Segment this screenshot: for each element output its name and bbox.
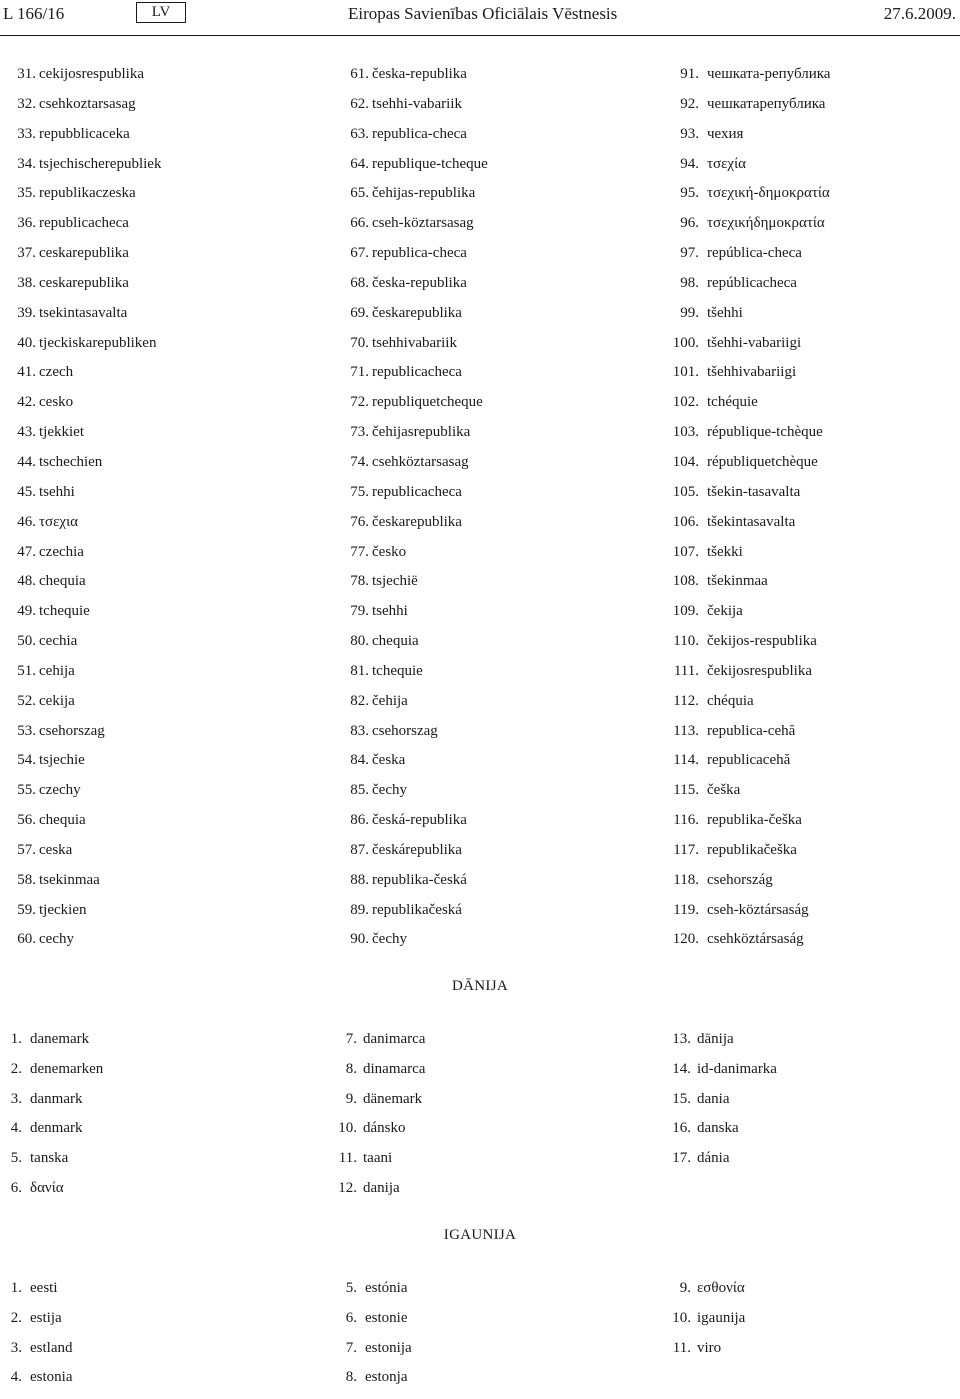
item-number: 96.: [680, 215, 699, 232]
item-term: cechy: [39, 931, 74, 948]
item-number: 1.: [10, 1280, 22, 1296]
item-term: tšekintasavalta: [707, 513, 796, 530]
item-number: 101.: [672, 364, 699, 381]
item-number: 119.: [673, 901, 699, 918]
item-number: 112.: [673, 692, 699, 709]
item-term: dania: [697, 1090, 730, 1107]
item-number: 75.: [350, 483, 369, 500]
item-number: 117.: [673, 841, 699, 858]
item-term: dänemark: [363, 1090, 423, 1107]
item-number: 40.: [17, 334, 36, 351]
item-term: tchéquie: [707, 394, 758, 411]
item-term: estland: [30, 1339, 73, 1356]
item-number: 44.: [17, 453, 36, 470]
item-number: 32.: [17, 95, 36, 112]
item-term: repúblicacheca: [707, 274, 797, 291]
item-term: republicacheca: [39, 215, 129, 232]
item-number: 92.: [680, 95, 699, 112]
item-term: csehország: [707, 871, 773, 888]
item-number: 85.: [350, 782, 369, 799]
item-number: 46.: [17, 513, 36, 530]
item-number: 59.: [17, 901, 36, 918]
item-term: cekijosrespublika: [39, 66, 144, 82]
item-number: 45.: [17, 483, 36, 500]
item-number: 72.: [350, 394, 369, 411]
item-term: chequia: [372, 633, 419, 650]
item-number: 118.: [673, 871, 699, 888]
item-number: 115.: [673, 782, 699, 799]
item-term: českárepublika: [372, 841, 462, 858]
item-number: 63.: [350, 125, 369, 142]
item-number: 12.: [338, 1179, 357, 1196]
item-number: 70.: [350, 334, 369, 351]
item-term: czechia: [39, 543, 84, 560]
item-term: čekijos-respublika: [707, 633, 817, 650]
item-number: 9.: [679, 1280, 691, 1296]
item-term: chéquia: [707, 692, 754, 709]
item-term: tsjechie: [39, 752, 85, 769]
item-number: 78.: [350, 573, 369, 590]
item-term: czech: [39, 364, 74, 381]
item-number: 103.: [672, 424, 699, 441]
item-number: 98.: [680, 274, 699, 291]
item-number: 90.: [350, 931, 369, 948]
item-number: 2.: [10, 1309, 22, 1326]
item-number: 64.: [350, 155, 369, 172]
item-term: repubblicaceka: [39, 125, 130, 142]
item-term: českarepublika: [372, 513, 462, 530]
item-term: česko: [372, 543, 407, 560]
item-number: 7.: [345, 1339, 357, 1356]
item-number: 41.: [17, 364, 36, 381]
item-number: 5.: [10, 1150, 22, 1167]
item-term: tšehhi-vabariigi: [707, 334, 802, 351]
item-term: republikačeška: [707, 841, 797, 858]
item-number: 55.: [17, 782, 36, 799]
item-number: 4.: [10, 1369, 22, 1386]
item-term: tjeckiskarepubliken: [39, 334, 157, 351]
item-number: 77.: [350, 543, 369, 560]
item-number: 66.: [350, 215, 369, 232]
item-term: dánia: [697, 1150, 730, 1167]
item-number: 100.: [672, 334, 699, 351]
item-term: ceska: [39, 841, 73, 858]
item-term: dānija: [697, 1031, 734, 1047]
item-term: csehorszag: [39, 722, 105, 739]
item-term: tsekintasavalta: [39, 304, 128, 321]
item-number: 73.: [350, 424, 369, 441]
item-number: 17.: [672, 1150, 691, 1167]
item-number: 88.: [350, 871, 369, 888]
item-term: dinamarca: [363, 1060, 426, 1077]
item-number: 81.: [350, 662, 369, 679]
item-number: 120.: [672, 931, 699, 948]
item-number: 49.: [17, 603, 36, 620]
item-term: danska: [697, 1120, 739, 1137]
item-number: 2.: [10, 1060, 22, 1077]
item-number: 4.: [10, 1120, 22, 1137]
item-number: 84.: [350, 752, 369, 769]
item-number: 105.: [672, 483, 699, 500]
item-term: čehija: [372, 692, 408, 709]
item-number: 53.: [17, 722, 36, 739]
item-term: danemark: [30, 1031, 90, 1047]
item-term: igaunija: [697, 1309, 746, 1326]
item-number: 10.: [338, 1120, 357, 1137]
item-term: tsjechischerepubliek: [39, 155, 162, 172]
item-term: tšekki: [707, 543, 743, 560]
item-term: república-checa: [707, 245, 802, 262]
item-term: tsehhi: [39, 483, 75, 500]
item-number: 3.: [10, 1090, 22, 1107]
item-term: tšehhivabariigi: [707, 364, 797, 381]
item-term: tchequie: [39, 603, 90, 620]
item-term: estija: [30, 1309, 62, 1326]
journal-title: Eiropas Savienības Oficiālais Vēstnesis: [348, 4, 618, 23]
item-number: 13.: [672, 1031, 691, 1047]
item-number: 67.: [350, 245, 369, 262]
item-term: cekija: [39, 692, 75, 709]
item-term: česká-republika: [372, 812, 467, 829]
item-number: 74.: [350, 453, 369, 470]
item-term: чешката-република: [707, 66, 831, 82]
item-term: republicacheca: [372, 364, 462, 381]
item-number: 99.: [680, 304, 699, 321]
item-term: ceskarepublika: [39, 274, 129, 291]
item-term: δανία: [30, 1179, 64, 1196]
item-number: 109.: [672, 603, 699, 620]
section-heading-estonia: IGAUNIJA: [443, 1227, 517, 1243]
item-number: 16.: [672, 1120, 691, 1137]
item-term: tsjechië: [372, 573, 418, 590]
item-term: τσεχικήδημοκρατία: [707, 215, 825, 232]
item-term: tanska: [30, 1150, 69, 1167]
item-term: cechia: [39, 633, 78, 650]
item-term: republiquetcheque: [372, 394, 483, 411]
item-number: 116.: [673, 812, 699, 829]
item-number: 47.: [17, 543, 36, 560]
item-number: 106.: [672, 513, 699, 530]
item-number: 48.: [17, 573, 36, 590]
item-number: 76.: [350, 513, 369, 530]
item-number: 102.: [672, 394, 699, 411]
item-number: 61.: [350, 66, 369, 82]
item-term: cehija: [39, 662, 75, 679]
item-number: 97.: [680, 245, 699, 262]
item-term: tsehhi: [372, 603, 408, 620]
item-term: τσεχία: [707, 155, 746, 172]
item-term: danija: [363, 1179, 400, 1196]
item-number: 5.: [345, 1280, 357, 1296]
item-term: republika-češka: [707, 812, 802, 829]
item-number: 113.: [673, 722, 699, 739]
item-term: tchequie: [372, 662, 423, 679]
item-term: českarepublika: [372, 304, 462, 321]
item-term: csehorszag: [372, 722, 438, 739]
item-term: republica-cehă: [707, 722, 796, 739]
item-number: 35.: [17, 185, 36, 202]
item-term: csehkoztarsasag: [39, 95, 136, 112]
item-term: estonia: [30, 1369, 73, 1386]
item-number: 6.: [345, 1309, 357, 1326]
item-term: чехия: [707, 125, 744, 142]
item-term: tšekin-tasavalta: [707, 483, 801, 500]
item-term: czechy: [39, 782, 81, 799]
item-number: 34.: [17, 155, 36, 172]
item-term: republicacehă: [707, 752, 791, 769]
item-term: denemarken: [30, 1060, 104, 1077]
item-number: 38.: [17, 274, 36, 291]
item-number: 65.: [350, 185, 369, 202]
item-number: 8.: [345, 1369, 357, 1386]
item-term: estónia: [365, 1280, 408, 1296]
item-term: estonie: [365, 1309, 408, 1326]
item-term: denmark: [30, 1120, 83, 1137]
page-header: [0, 0, 960, 36]
language-badge: LV: [136, 2, 186, 23]
item-term: čekija: [707, 603, 743, 620]
item-number: 36.: [17, 215, 36, 232]
item-term: čechy: [372, 782, 407, 799]
item-number: 37.: [17, 245, 36, 262]
item-number: 11.: [672, 1339, 691, 1356]
item-number: 104.: [672, 453, 699, 470]
item-term: dánsko: [363, 1120, 406, 1137]
item-number: 60.: [17, 931, 36, 948]
item-term: tsekinmaa: [39, 871, 100, 888]
item-term: estonja: [365, 1369, 408, 1386]
item-number: 91.: [680, 66, 699, 82]
item-number: 9.: [345, 1090, 357, 1107]
item-term: république-tchèque: [707, 424, 823, 441]
item-number: 107.: [672, 543, 699, 560]
item-term: τσεχική-δημοκρατία: [707, 185, 830, 202]
item-number: 54.: [17, 752, 36, 769]
item-number: 50.: [17, 633, 36, 650]
item-term: čehijas-republika: [372, 185, 476, 202]
item-term: csehköztársaság: [707, 931, 804, 948]
item-term: taani: [363, 1150, 393, 1167]
item-number: 51.: [17, 662, 36, 679]
item-number: 11.: [338, 1150, 357, 1167]
item-number: 33.: [17, 125, 36, 142]
item-term: čekijosrespublika: [707, 662, 812, 679]
item-number: 79.: [350, 603, 369, 620]
item-number: 93.: [680, 125, 699, 142]
item-term: republicacheca: [372, 483, 462, 500]
item-term: viro: [697, 1339, 722, 1356]
item-term: tšekinmaa: [707, 573, 768, 590]
item-number: 89.: [350, 901, 369, 918]
item-term: česka: [372, 752, 406, 769]
item-term: εσθονία: [697, 1280, 745, 1296]
item-number: 52.: [17, 692, 36, 709]
item-number: 7.: [345, 1031, 357, 1047]
item-number: 58.: [17, 871, 36, 888]
item-term: estonija: [365, 1339, 412, 1356]
item-number: 111.: [673, 662, 699, 679]
item-term: republique-tcheque: [372, 155, 488, 172]
item-term: cesko: [39, 394, 74, 411]
section-heading-denmark: DĀNIJA: [452, 978, 508, 994]
header-divider: [0, 35, 960, 36]
item-number: 114.: [673, 752, 699, 769]
item-term: tšehhi: [707, 304, 743, 321]
item-term: chequia: [39, 573, 86, 590]
item-number: 87.: [350, 841, 369, 858]
item-number: 108.: [672, 573, 699, 590]
item-term: češka: [707, 782, 741, 799]
item-term: republikaczeska: [39, 185, 136, 202]
item-term: τσεχια: [39, 513, 78, 530]
item-term: republika-česká: [372, 871, 467, 888]
item-term: cseh-köztársaság: [707, 901, 809, 918]
item-number: 86.: [350, 812, 369, 829]
item-number: 14.: [672, 1060, 691, 1077]
item-term: tjeckien: [39, 901, 87, 918]
item-term: chequia: [39, 812, 86, 829]
item-number: 71.: [350, 364, 369, 381]
item-term: česka-republika: [372, 66, 467, 82]
item-number: 69.: [350, 304, 369, 321]
item-term: čechy: [372, 931, 407, 948]
page-reference: L 166/16: [3, 4, 65, 23]
publication-date: 27.6.2009.: [883, 4, 956, 23]
item-number: 1.: [10, 1031, 22, 1047]
item-number: 10.: [672, 1309, 691, 1326]
item-term: tsehhi-vabariik: [372, 95, 462, 112]
item-term: čehijasrepublika: [372, 424, 471, 441]
item-term: csehköztarsasag: [372, 453, 469, 470]
item-number: 95.: [680, 185, 699, 202]
item-term: tschechien: [39, 453, 103, 470]
item-term: id-danimarka: [697, 1060, 777, 1077]
item-term: eesti: [30, 1280, 58, 1296]
item-number: 80.: [350, 633, 369, 650]
item-number: 43.: [17, 424, 36, 441]
item-number: 94.: [680, 155, 699, 172]
item-number: 15.: [672, 1090, 691, 1107]
item-number: 8.: [345, 1060, 357, 1077]
item-term: ceskarepublika: [39, 245, 129, 262]
item-number: 82.: [350, 692, 369, 709]
item-term: чешкатарепублика: [707, 95, 826, 112]
item-term: cseh-köztarsasag: [372, 215, 474, 232]
item-number: 110.: [673, 633, 699, 650]
item-term: tjekkiet: [39, 424, 84, 441]
item-number: 62.: [350, 95, 369, 112]
item-term: républiquetchèque: [707, 453, 818, 470]
item-term: republica-checa: [372, 245, 467, 262]
item-number: 83.: [350, 722, 369, 739]
item-term: danmark: [30, 1090, 83, 1107]
item-term: tsehhivabariik: [372, 334, 457, 351]
item-number: 39.: [17, 304, 36, 321]
item-term: česka-republika: [372, 274, 467, 291]
item-number: 31.: [17, 66, 36, 82]
item-term: danimarca: [363, 1031, 426, 1047]
item-number: 56.: [17, 812, 36, 829]
item-number: 57.: [17, 841, 36, 858]
item-term: republikačeská: [372, 901, 462, 918]
item-number: 42.: [17, 394, 36, 411]
item-number: 68.: [350, 274, 369, 291]
item-number: 6.: [10, 1179, 22, 1196]
item-term: republica-checa: [372, 125, 467, 142]
item-number: 3.: [10, 1339, 22, 1356]
